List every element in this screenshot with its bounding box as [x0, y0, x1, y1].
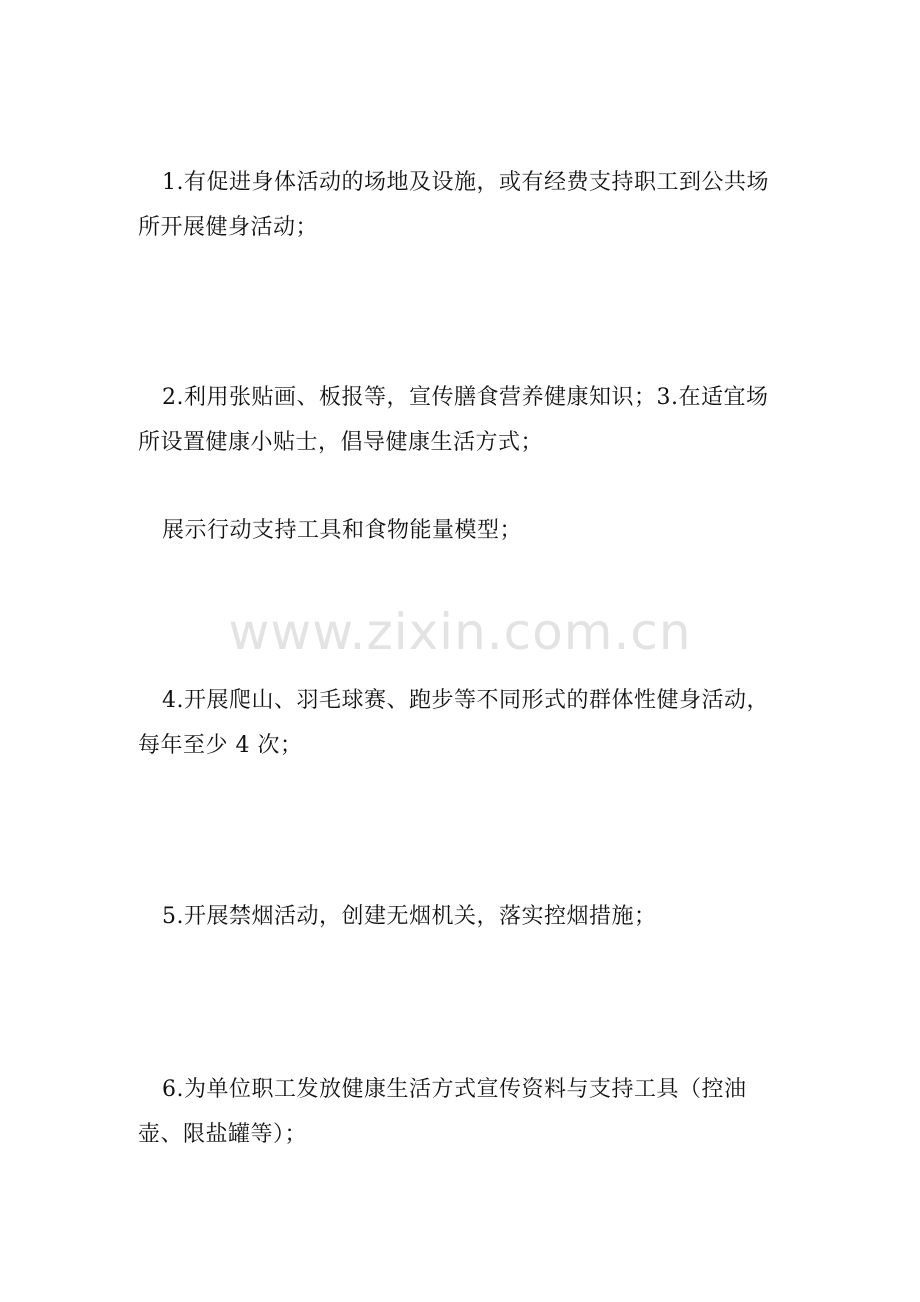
watermark: www.zixin.com.cn — [228, 603, 692, 661]
paragraph-6: 6.为单位职工发放健康生活方式宣传资料与支持工具（控油壶、限盐罐等）； — [138, 1077, 747, 1147]
paragraph-2: 2.利用张贴画、板报等，宣传膳食营养健康知识；3.在适宜场所设置健康小贴士，倡导健康生活方式； — [138, 385, 769, 455]
paragraph-5: 5.开展禁烟活动，创建无烟机关，落实控烟措施； — [162, 904, 657, 929]
paragraph-3: 展示行动支持工具和食物能量模型； — [162, 518, 523, 543]
paragraph-4: 4.开展爬山、羽毛球赛、跑步等不同形式的群体性健身活动，每年至少 4 次； — [138, 688, 769, 758]
paragraph-1: 1.有促进身体活动的场地及设施，或有经费支持职工到公共场所开展健身活动； — [138, 170, 769, 240]
